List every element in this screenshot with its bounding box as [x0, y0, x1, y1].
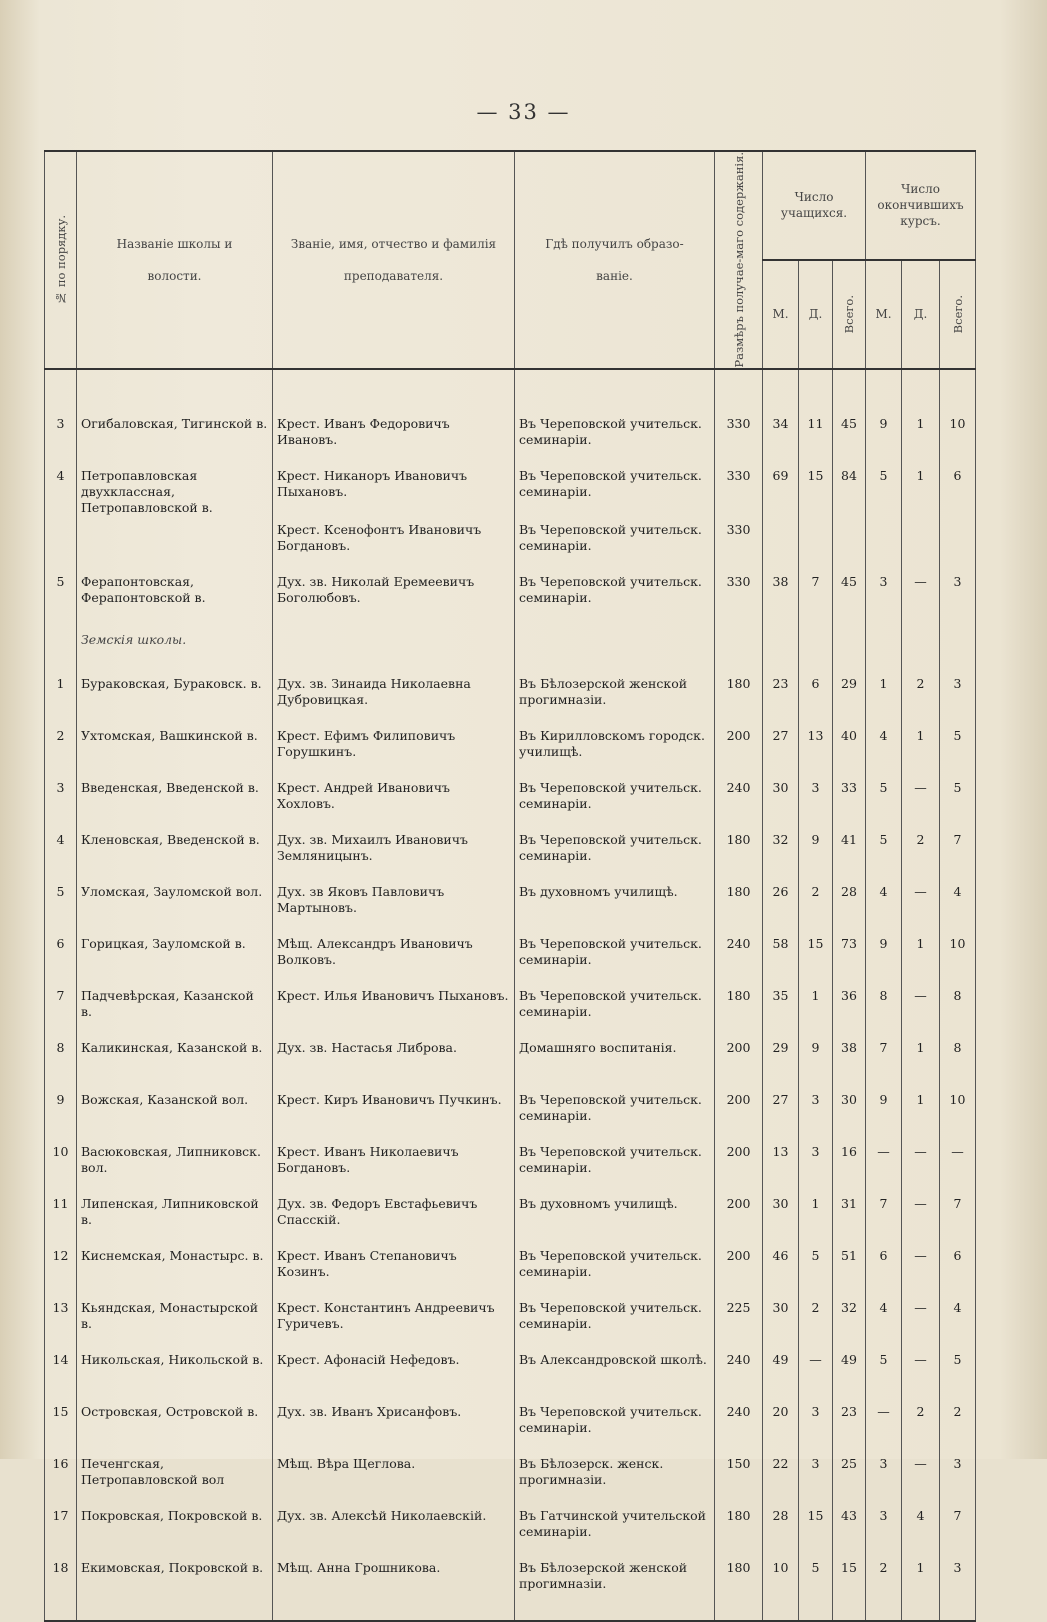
row-number: 11	[45, 1190, 77, 1242]
table-row	[45, 930, 976, 982]
school-name: Петропавловская двухклассная, Петропавловской в.	[77, 462, 273, 516]
students-total: 36	[833, 982, 866, 1034]
graduates-m: 3	[866, 1450, 902, 1502]
students-m: 32	[763, 826, 799, 878]
students-d: 3	[799, 774, 833, 826]
students-d: 1	[799, 982, 833, 1034]
school-name: Островская, Островской в.	[77, 1398, 273, 1450]
row-number: 5	[45, 878, 77, 930]
graduates-total: 3	[940, 670, 976, 722]
students-d: —	[799, 1346, 833, 1398]
students-total: 25	[833, 1450, 866, 1502]
row-number: 14	[45, 1346, 77, 1398]
salary: 200	[715, 1138, 763, 1190]
teacher-name: Крест. Киръ Ивановичъ Пучкинъ.	[273, 1086, 515, 1138]
graduates-total: 5	[940, 722, 976, 774]
graduates-m: 7	[866, 1034, 902, 1086]
teacher-education: Въ Череповской учительск. семинаріи.	[515, 410, 715, 462]
row-number: 3	[45, 410, 77, 462]
graduates-m: 8	[866, 982, 902, 1034]
school-name: Кьяндская, Монастырской в.	[77, 1294, 273, 1346]
school-name: Никольская, Никольской в.	[77, 1346, 273, 1398]
students-m: 26	[763, 878, 799, 930]
graduates-total: 4	[940, 1294, 976, 1346]
salary: 200	[715, 1190, 763, 1242]
graduates-d: 2	[902, 826, 940, 878]
school-name: Каликинская, Казанской в.	[77, 1034, 273, 1086]
teacher-education: Въ Череповской учительск. семинаріи.	[515, 774, 715, 826]
teacher-education: Въ Кирилловскомъ городск. училищѣ.	[515, 722, 715, 774]
students-m: 69	[763, 462, 799, 516]
table-body	[45, 369, 976, 1621]
graduates-m	[866, 516, 902, 568]
teacher-name: Мѣщ. Александръ Ивановичъ Волковъ.	[273, 930, 515, 982]
graduates-total: 3	[940, 1554, 976, 1621]
teacher-name: Дух. зв. Зинаида Николаевна Дубровицкая.	[273, 670, 515, 722]
school-name: Ухтомская, Вашкинской в.	[77, 722, 273, 774]
graduates-m: 3	[866, 1502, 902, 1554]
row-number: 2	[45, 722, 77, 774]
salary: 330	[715, 462, 763, 516]
students-m: 35	[763, 982, 799, 1034]
salary: 330	[715, 568, 763, 620]
students-total: 73	[833, 930, 866, 982]
students-total: 51	[833, 1242, 866, 1294]
graduates-m: 7	[866, 1190, 902, 1242]
students-d: 15	[799, 462, 833, 516]
students-total: 30	[833, 1086, 866, 1138]
graduates-d: 1	[902, 1034, 940, 1086]
teacher-education: Въ Череповской учительск. семинаріи.	[515, 516, 715, 568]
row-number: 9	[45, 1086, 77, 1138]
col-header-students-d: Д.	[799, 260, 833, 369]
students-d: 1	[799, 1190, 833, 1242]
teacher-education: Въ Гатчинской учительской семинаріи.	[515, 1502, 715, 1554]
graduates-m: 5	[866, 826, 902, 878]
section-title: Земскія школы.	[77, 620, 273, 670]
table-row	[45, 826, 976, 878]
section-row	[45, 620, 976, 670]
school-name: Кленовская, Введенской в.	[77, 826, 273, 878]
school-name: Огибаловская, Тигинской в.	[77, 410, 273, 462]
row-number: 8	[45, 1034, 77, 1086]
graduates-total	[940, 516, 976, 568]
row-number: 13	[45, 1294, 77, 1346]
row-number: 10	[45, 1138, 77, 1190]
teacher-education: Въ духовномъ училищѣ.	[515, 1190, 715, 1242]
col-header-graduates: Число окончившихъ курсъ.	[866, 151, 976, 260]
graduates-d: —	[902, 1138, 940, 1190]
students-total: 45	[833, 410, 866, 462]
salary: 180	[715, 982, 763, 1034]
salary: 200	[715, 1242, 763, 1294]
students-m: 20	[763, 1398, 799, 1450]
col-header-students-m: М.	[763, 260, 799, 369]
students-total: 38	[833, 1034, 866, 1086]
salary: 225	[715, 1294, 763, 1346]
graduates-d: —	[902, 1294, 940, 1346]
salary: 180	[715, 1502, 763, 1554]
graduates-m: —	[866, 1138, 902, 1190]
students-m: 29	[763, 1034, 799, 1086]
salary: 200	[715, 722, 763, 774]
students-total: 84	[833, 462, 866, 516]
teacher-education: Въ Бѣлозерской женской прогимназіи.	[515, 1554, 715, 1621]
teacher-education: Въ Череповской учительск. семинаріи.	[515, 982, 715, 1034]
graduates-d: 1	[902, 1086, 940, 1138]
graduates-total: 2	[940, 1398, 976, 1450]
graduates-total: 7	[940, 1190, 976, 1242]
salary: 240	[715, 774, 763, 826]
teacher-name: Крест. Иванъ Федоровичъ Ивановъ.	[273, 410, 515, 462]
row-number: 3	[45, 774, 77, 826]
graduates-m: 1	[866, 670, 902, 722]
table-row	[45, 1138, 976, 1190]
graduates-total: 10	[940, 1086, 976, 1138]
salary: 240	[715, 1398, 763, 1450]
table-row	[45, 774, 976, 826]
table-row	[45, 1086, 976, 1138]
teacher-education: Въ Бѣлозерской женской прогимназіи.	[515, 670, 715, 722]
table-row	[45, 516, 976, 568]
school-name: Липенская, Липниковской в.	[77, 1190, 273, 1242]
teacher-education: Въ Череповской учительск. семинаріи.	[515, 568, 715, 620]
teacher-name: Дух. зв. Николай Еремеевичъ Боголюбовъ.	[273, 568, 515, 620]
students-m: 58	[763, 930, 799, 982]
table-row	[45, 878, 976, 930]
teacher-education: Въ Череповской учительск. семинаріи.	[515, 462, 715, 516]
graduates-m: 4	[866, 722, 902, 774]
students-total: 15	[833, 1554, 866, 1621]
graduates-total: 7	[940, 826, 976, 878]
salary: 200	[715, 1034, 763, 1086]
row-number: 15	[45, 1398, 77, 1450]
graduates-total: 5	[940, 774, 976, 826]
teacher-name: Крест. Иванъ Степановичъ Козинъ.	[273, 1242, 515, 1294]
students-m: 13	[763, 1138, 799, 1190]
students-d: 5	[799, 1554, 833, 1621]
table-row	[45, 1398, 976, 1450]
salary: 180	[715, 670, 763, 722]
students-d: 3	[799, 1398, 833, 1450]
school-name: Падчевѣрская, Казанской в.	[77, 982, 273, 1034]
table-row	[45, 410, 976, 462]
table-row	[45, 982, 976, 1034]
graduates-d: 1	[902, 462, 940, 516]
students-d: 13	[799, 722, 833, 774]
students-total: 28	[833, 878, 866, 930]
school-name: Бураковская, Бураковск. в.	[77, 670, 273, 722]
students-total: 40	[833, 722, 866, 774]
table-row	[45, 1242, 976, 1294]
graduates-d: —	[902, 1242, 940, 1294]
teacher-education: Въ Череповской учительск. семинаріи.	[515, 1242, 715, 1294]
students-m: 27	[763, 1086, 799, 1138]
students-d: 5	[799, 1242, 833, 1294]
students-d	[799, 516, 833, 568]
students-d: 6	[799, 670, 833, 722]
graduates-m: 3	[866, 568, 902, 620]
table-row	[45, 1450, 976, 1502]
graduates-total: 10	[940, 410, 976, 462]
page-number: — 33 —	[476, 100, 571, 124]
table-row	[45, 1554, 976, 1621]
students-total	[833, 516, 866, 568]
students-m: 10	[763, 1554, 799, 1621]
school-name: Ферапонтовская, Ферапонтовской в.	[77, 568, 273, 620]
teacher-name: Крест. Илья Ивановичъ Пыхановъ.	[273, 982, 515, 1034]
graduates-total: 7	[940, 1502, 976, 1554]
row-number: 16	[45, 1450, 77, 1502]
graduates-d: —	[902, 1450, 940, 1502]
salary: 240	[715, 930, 763, 982]
col-header-salary: Размѣръ получае-маго содержанія.	[715, 151, 763, 369]
teacher-education: Домашняго воспитанія.	[515, 1034, 715, 1086]
teacher-name: Крест. Иванъ Николаевичъ Богдановъ.	[273, 1138, 515, 1190]
graduates-total: 6	[940, 462, 976, 516]
students-total: 45	[833, 568, 866, 620]
salary: 180	[715, 826, 763, 878]
school-name: Вожская, Казанской вол.	[77, 1086, 273, 1138]
teacher-name: Дух. зв. Михаилъ Ивановичъ Земляницынъ.	[273, 826, 515, 878]
graduates-m: —	[866, 1398, 902, 1450]
table-row	[45, 670, 976, 722]
schools-table	[44, 150, 976, 1622]
teacher-education: Въ духовномъ училищѣ.	[515, 878, 715, 930]
teacher-education: Въ Череповской учительск. семинаріи.	[515, 826, 715, 878]
row-number: 12	[45, 1242, 77, 1294]
salary: 330	[715, 516, 763, 568]
teacher-education: Въ Череповской учительск. семинаріи.	[515, 930, 715, 982]
graduates-total: 8	[940, 982, 976, 1034]
students-d: 3	[799, 1138, 833, 1190]
graduates-m: 5	[866, 1346, 902, 1398]
graduates-m: 5	[866, 462, 902, 516]
graduates-total: 3	[940, 568, 976, 620]
table-row	[45, 1346, 976, 1398]
table-row	[45, 1034, 976, 1086]
graduates-d: —	[902, 1190, 940, 1242]
students-m: 49	[763, 1346, 799, 1398]
graduates-d: 1	[902, 410, 940, 462]
salary: 150	[715, 1450, 763, 1502]
graduates-total: 4	[940, 878, 976, 930]
students-total: 49	[833, 1346, 866, 1398]
graduates-d: 2	[902, 670, 940, 722]
students-m: 23	[763, 670, 799, 722]
students-d: 9	[799, 1034, 833, 1086]
teacher-education: Въ Череповской учительск. семинаріи.	[515, 1294, 715, 1346]
col-header-graduates-m: М.	[866, 260, 902, 369]
teacher-name: Крест. Ефимъ Филиповичъ Горушкинъ.	[273, 722, 515, 774]
teacher-name: Крест. Афонасій Нефедовъ.	[273, 1346, 515, 1398]
students-total: 31	[833, 1190, 866, 1242]
teacher-name: Дух. зв Яковъ Павловичъ Мартыновъ.	[273, 878, 515, 930]
teacher-education: Въ Бѣлозерск. женск. прогимназіи.	[515, 1450, 715, 1502]
table-row	[45, 1294, 976, 1346]
row-number	[45, 516, 77, 568]
teacher-name: Крест. Ксенофонтъ Ивановичъ Богдановъ.	[273, 516, 515, 568]
graduates-m: 4	[866, 1294, 902, 1346]
table-row	[45, 1190, 976, 1242]
students-m: 46	[763, 1242, 799, 1294]
students-total: 43	[833, 1502, 866, 1554]
students-d: 15	[799, 1502, 833, 1554]
students-d: 3	[799, 1450, 833, 1502]
students-m: 22	[763, 1450, 799, 1502]
school-name: Покровская, Покровской в.	[77, 1502, 273, 1554]
row-number: 4	[45, 462, 77, 516]
col-header-graduates-d: Д.	[902, 260, 940, 369]
school-name: Киснемская, Монастырс. в.	[77, 1242, 273, 1294]
teacher-name: Дух. зв. Федоръ Евстафьевичъ Спасскій.	[273, 1190, 515, 1242]
teacher-name: Дух. зв. Алексѣй Николаевскій.	[273, 1502, 515, 1554]
teacher-name: Дух. зв. Иванъ Хрисанфовъ.	[273, 1398, 515, 1450]
graduates-m: 9	[866, 1086, 902, 1138]
graduates-d: 4	[902, 1502, 940, 1554]
graduates-d	[902, 516, 940, 568]
students-d: 2	[799, 878, 833, 930]
graduates-d: 2	[902, 1398, 940, 1450]
students-m: 30	[763, 1294, 799, 1346]
school-name	[77, 516, 273, 568]
graduates-d: 1	[902, 930, 940, 982]
teacher-name: Крест. Константинъ Андреевичъ Гуричевъ.	[273, 1294, 515, 1346]
graduates-d: —	[902, 878, 940, 930]
row-number: 7	[45, 982, 77, 1034]
school-name: Васюковская, Липниковск. вол.	[77, 1138, 273, 1190]
school-name: Уломская, Зауломской вол.	[77, 878, 273, 930]
students-m: 38	[763, 568, 799, 620]
students-d: 15	[799, 930, 833, 982]
students-m: 34	[763, 410, 799, 462]
school-name: Горицкая, Зауломской в.	[77, 930, 273, 982]
teacher-education: Въ Череповской учительск. семинаріи.	[515, 1086, 715, 1138]
teacher-name: Крест. Никаноръ Ивановичъ Пыхановъ.	[273, 462, 515, 516]
graduates-m: 9	[866, 930, 902, 982]
students-total: 29	[833, 670, 866, 722]
graduates-d: —	[902, 1346, 940, 1398]
col-header-teacher: Званіе, имя, отчество и фамилія преподавателя.	[273, 151, 515, 369]
teacher-name: Дух. зв. Настасья Либрова.	[273, 1034, 515, 1086]
graduates-total: 3	[940, 1450, 976, 1502]
salary: 180	[715, 1554, 763, 1621]
graduates-d: —	[902, 982, 940, 1034]
row-number: 1	[45, 670, 77, 722]
teacher-name: Крест. Андрей Ивановичъ Хохловъ.	[273, 774, 515, 826]
school-name: Екимовская, Покровской в.	[77, 1554, 273, 1621]
teacher-name: Мѣщ. Анна Грошникова.	[273, 1554, 515, 1621]
graduates-m: 5	[866, 774, 902, 826]
students-m	[763, 516, 799, 568]
students-total: 33	[833, 774, 866, 826]
graduates-d: 1	[902, 722, 940, 774]
students-total: 16	[833, 1138, 866, 1190]
graduates-d: —	[902, 568, 940, 620]
salary: 240	[715, 1346, 763, 1398]
table-row	[45, 1502, 976, 1554]
students-total: 41	[833, 826, 866, 878]
table-row	[45, 568, 976, 620]
graduates-m: 9	[866, 410, 902, 462]
students-d: 2	[799, 1294, 833, 1346]
col-header-no: № по порядку.	[45, 151, 77, 369]
students-d: 9	[799, 826, 833, 878]
table-row	[45, 722, 976, 774]
col-header-school: Названіе школы и волости.	[77, 151, 273, 369]
table-row	[45, 462, 976, 516]
students-m: 30	[763, 1190, 799, 1242]
graduates-total: 6	[940, 1242, 976, 1294]
col-header-students: Число учащихся.	[763, 151, 866, 260]
graduates-m: 4	[866, 878, 902, 930]
graduates-total: 5	[940, 1346, 976, 1398]
row-number: 17	[45, 1502, 77, 1554]
teacher-name: Мѣщ. Вѣра Щеглова.	[273, 1450, 515, 1502]
col-header-graduates-total: Всего.	[940, 260, 976, 369]
teacher-education: Въ Череповской учительск. семинаріи.	[515, 1398, 715, 1450]
students-total: 32	[833, 1294, 866, 1346]
row-number: 18	[45, 1554, 77, 1621]
salary: 200	[715, 1086, 763, 1138]
graduates-m: 2	[866, 1554, 902, 1621]
graduates-total: 8	[940, 1034, 976, 1086]
graduates-m: 6	[866, 1242, 902, 1294]
teacher-education: Въ Александровской школѣ.	[515, 1346, 715, 1398]
graduates-d: 1	[902, 1554, 940, 1621]
students-m: 27	[763, 722, 799, 774]
salary: 180	[715, 878, 763, 930]
row-number: 6	[45, 930, 77, 982]
graduates-total: —	[940, 1138, 976, 1190]
students-d: 7	[799, 568, 833, 620]
students-m: 28	[763, 1502, 799, 1554]
school-name: Введенская, Введенской в.	[77, 774, 273, 826]
students-d: 11	[799, 410, 833, 462]
table-header	[45, 151, 976, 369]
graduates-total: 10	[940, 930, 976, 982]
students-d: 3	[799, 1086, 833, 1138]
graduates-d: —	[902, 774, 940, 826]
col-header-education: Гдѣ получилъ образо- ваніе.	[515, 151, 715, 369]
col-header-students-total: Всего.	[833, 260, 866, 369]
row-number: 4	[45, 826, 77, 878]
school-name: Печенгская, Петропавловской вол	[77, 1450, 273, 1502]
teacher-education: Въ Череповской учительск. семинаріи.	[515, 1138, 715, 1190]
row-number: 5	[45, 568, 77, 620]
salary: 330	[715, 410, 763, 462]
students-m: 30	[763, 774, 799, 826]
students-total: 23	[833, 1398, 866, 1450]
